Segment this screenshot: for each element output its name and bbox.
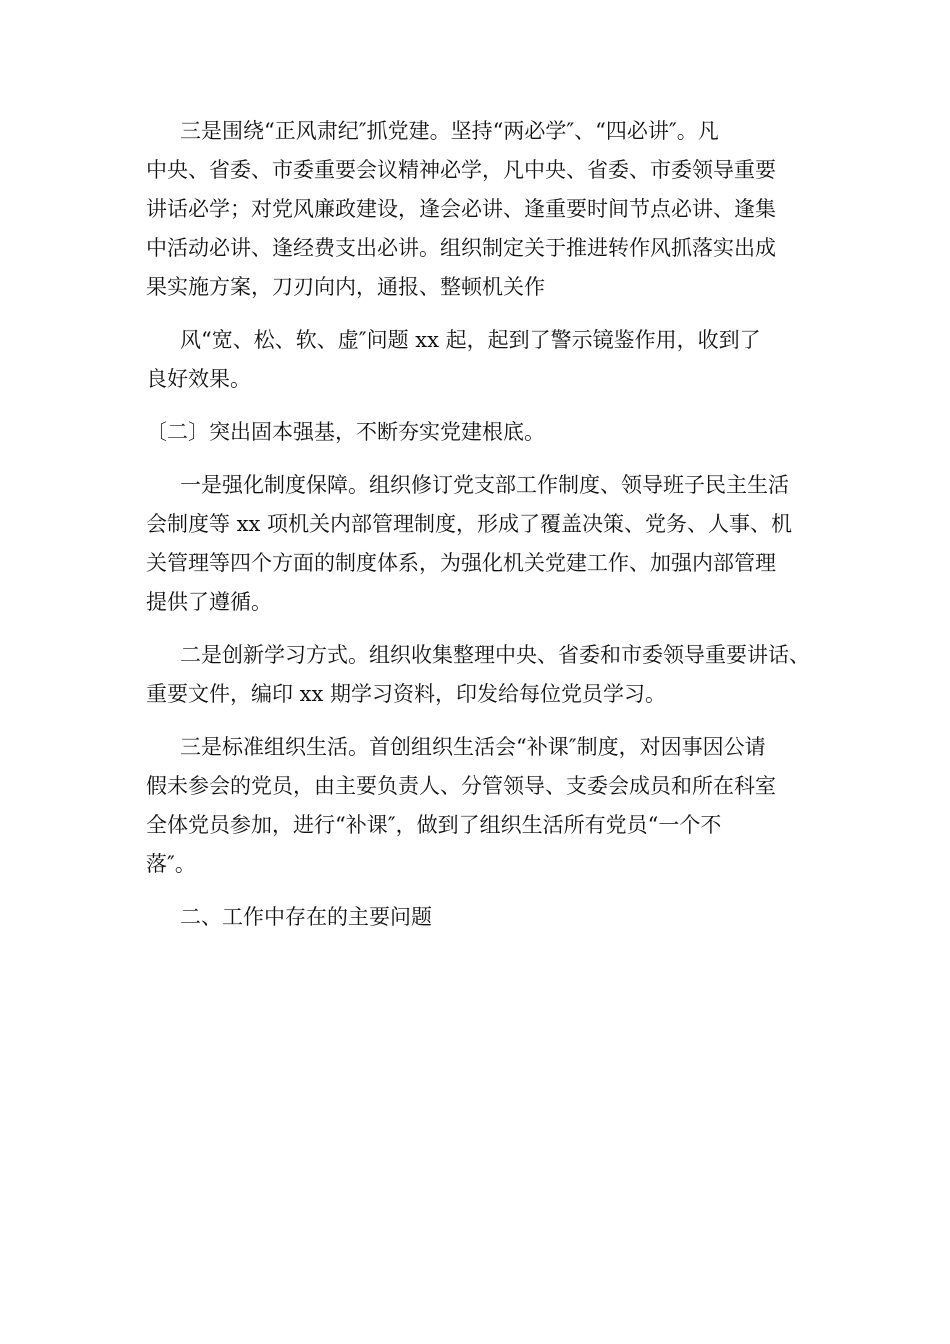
text-line: 讲话必学；对党风廉政建设，逢会必讲、逢重要时间节点必讲、逢集 [146,197,776,221]
text-line: 一是强化制度保障。组织修订党支部工作制度、领导班子民主生活 [180,473,789,497]
paragraph-discipline-continued [146,321,826,399]
text-line: 中活动必讲、逢经费支出必讲。组织制定关于推进转作风抓落实出成 [146,236,776,260]
paragraph-system-guarantee [146,466,826,622]
text-line: 中央、省委、市委重要会议精神必学，凡中央、省委、市委领导重要 [146,158,776,182]
text-line: 会制度等 xx 项机关内部管理制度，形成了覆盖决策、党务、人事、机 [146,512,793,536]
paragraph-organization-life [146,728,826,884]
text-line: 风“宽、松、软、虚″问题 xx 起，起到了警示镜鉴作用，收到了 [180,328,761,352]
section-heading: 二、工作中存在的主要问题 [180,905,432,929]
paragraph-discipline [146,112,826,307]
section-heading: 〔二〕突出固本强基，不断夯实党建根底。 [146,420,545,444]
text-line: 果实施方案，刀刃向内，通报、整顿机关作 [146,275,545,299]
text-line: 全体党员参加，进行“补课″，做到了组织生活所有党员“一个不 [146,813,722,837]
text-line: 二是创新学习方式。组织收集整理中央、省委和市委领导重要讲话、 [180,643,810,667]
text-line: 重要文件，编印 xx 期学习资料，印发给每位党员学习。 [146,682,667,706]
section-heading-consolidate [146,413,826,452]
text-line: 提供了遵循。 [146,590,272,614]
text-line: 落″。 [146,852,196,876]
text-line: 良好效果。 [146,367,251,391]
text-line: 三是围绕“正风肃纪″抓党建。坚持“两必学″、“四必讲″。凡 [180,119,719,143]
document-body [146,112,826,951]
section-heading-problems [146,898,826,937]
text-line: 假未参会的党员，由主要负责人、分管领导、支委会成员和所在科室 [146,774,776,798]
text-line: 三是标准组织生活。首创组织生活会“补课″制度，对因事因公请 [180,735,766,759]
paragraph-learning-method [146,636,826,714]
text-line: 关管理等四个方面的制度体系，为强化机关党建工作、加强内部管理 [146,551,776,575]
